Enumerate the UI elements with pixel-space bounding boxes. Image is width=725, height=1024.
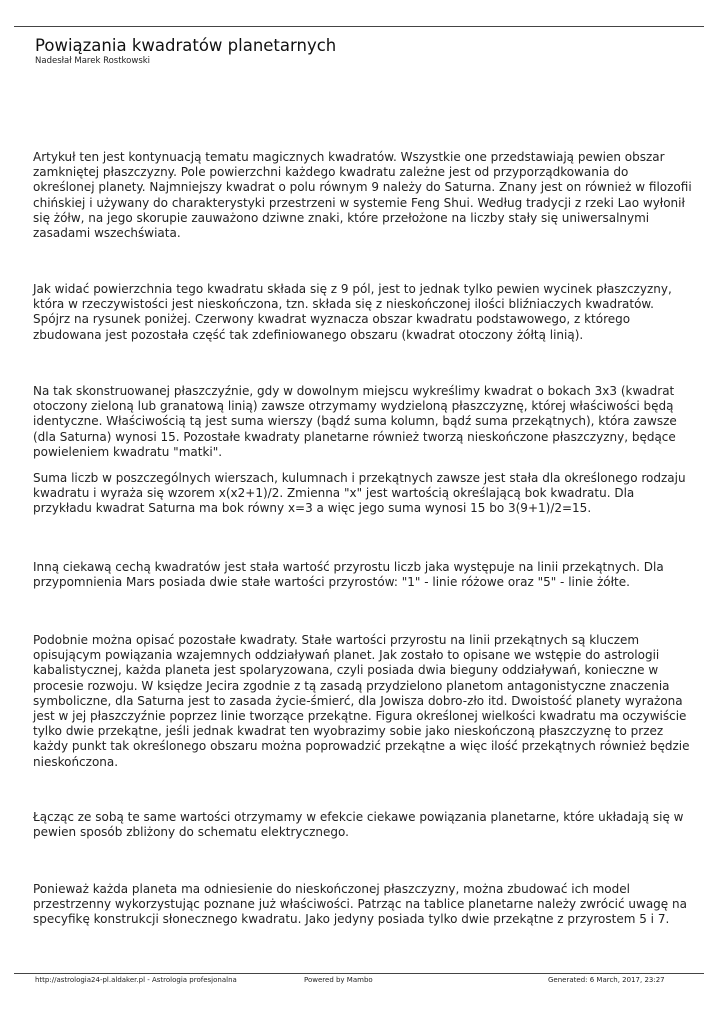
- paragraph-intro: Artykuł ten jest kontynuacją tematu magicznych kwadratów. Wszystkie one przedstawiają pewien obszar zamkniętej płaszczyzny. Pole powierzchni każdego kwadratu zależne jest od przyporządkowania do określonej planety. Najmniejszy kwadrat o polu równym 9 należy do Saturna. Znany jest on również w filozofii chińskiej i używany do charakterystyki przestrzeni w systemie Feng Shui. Według tradycji z rzeki Lao wyłonił się żółw, na jego skorupie zauważono dziwne znaki, które przełożone na liczby stały się uniwersalnymi zasadami wszechświata.: [33, 150, 692, 241]
- header-divider: [14, 26, 704, 27]
- footer-divider: [14, 973, 704, 974]
- paragraph-model: Ponieważ każda planeta ma odniesienie do nieskończonej płaszczyzny, można zbudować ich model przestrzenny wykorzystując poznane już właściwości. Patrząc na tablice planetarne należy zwrócić uwagę na specyfikę konstrukcji słonecznego kwadratu. Jako jedyny posiada tylko dwie przekątne z przyrostem 5 i 7.: [33, 882, 687, 927]
- footer-powered-by: Powered by Mambo: [304, 976, 373, 984]
- paragraph-increment: Inną ciekawą cechą kwadratów jest stała wartość przyrostu liczb jaka występuje na linii przekątnych. Dla przypomnienia Mars posiada dwie stałe wartości przyrostów: "1" - linie różowe oraz "5" - linie żółte.: [33, 560, 664, 590]
- paragraph-sum-formula: Suma liczb w poszczególnych wierszach, kulumnach i przekątnych zawsze jest stała dla określonego rodzaju kwadratu i wyraża się wzorem x(x2+1)/2. Zmienna "x" jest wartością określającą bok kwadratu. Dla przykładu kwadrat Saturna ma bok równy x=3 a więc jego suma wynosi 15 bo 3(9+1)/2=15.: [33, 471, 686, 516]
- author-byline: Nadesłał Marek Rostkowski: [35, 56, 151, 66]
- footer-site-link[interactable]: http://astrologia24-pl.aldaker.pl - Astrologia profesjonalna: [35, 976, 237, 984]
- paragraph-plane: Na tak skonstruowanej płaszczyźnie, gdy w dowolnym miejscu wykreślimy kwadrat o bokach 3x3 (kwadrat otoczony zieloną lub granatową linią) zawsze otrzymamy wydzieloną płaszczyznę, której właściwości będą identyczne. Właściwością tą jest suma wierszy (bądź suma kolumn, bądź suma przekątnych), która zawsze (dla Saturna) wynosi 15. Pozostałe kwadraty planetarne również tworzą nieskończone płaszczyzny, będące powieleniem kwadratu "matki".: [33, 384, 677, 459]
- footer-generated-date: Generated: 6 March, 2017, 23:27: [548, 976, 665, 984]
- paragraph-diagonals: Podobnie można opisać pozostałe kwadraty. Stałe wartości przyrostu na linii przekątnych są kluczem opisującym powiązania wzajemnych oddziaływań planet. Jak zostało to opisane we wstępie do astrologii kabalistycznej, każda planeta jest spolaryzowana, czyli posiada dwia bieguny oddziaływań, konieczne w procesie rozwoju. W księdze Jecira zgodnie z tą zasadą przydzielono planetom antagonistyczne znaczenia symboliczne, dla Saturna jest to zasada życie-śmierć, dla Jowisza dobro-zło itd. Dwoistość planety wyrażona jest w jej płaszczyźnie poprzez linie tworzące przekątne. Figura określonej wielkości kwadratu ma oczywiście tylko dwie przekątne, jeśli jednak kwadrat ten wyobrazimy sobie jako nieskończoną płaszczyznę to przez każdy punkt tak określonego obszaru można poprowadzić przekątne a więc ilość przekątnych również będzie nieskończona.: [33, 633, 690, 769]
- paragraph-surface: Jak widać powierzchnia tego kwadratu składa się z 9 pól, jest to jednak tylko pewien wycinek płaszczyzny, która w rzeczywistości jest nieskończona, tzn. składa się z nieskończonej ilości bliźniaczych kwadratów. Spójrz na rysunek poniżej. Czerwony kwadrat wyznacza obszar kwadratu podstawowego, z którego zbudowana jest pozostała część tak zdefiniowanego obszaru (kwadrat otoczony żółtą linią).: [33, 282, 672, 342]
- paragraph-connections: Łącząc ze sobą te same wartości otrzymamy w efekcie ciekawe powiązania planetarne, które układają się w pewien sposób zbliżony do schematu elektrycznego.: [33, 810, 684, 840]
- page-title: Powiązania kwadratów planetarnych: [35, 36, 337, 55]
